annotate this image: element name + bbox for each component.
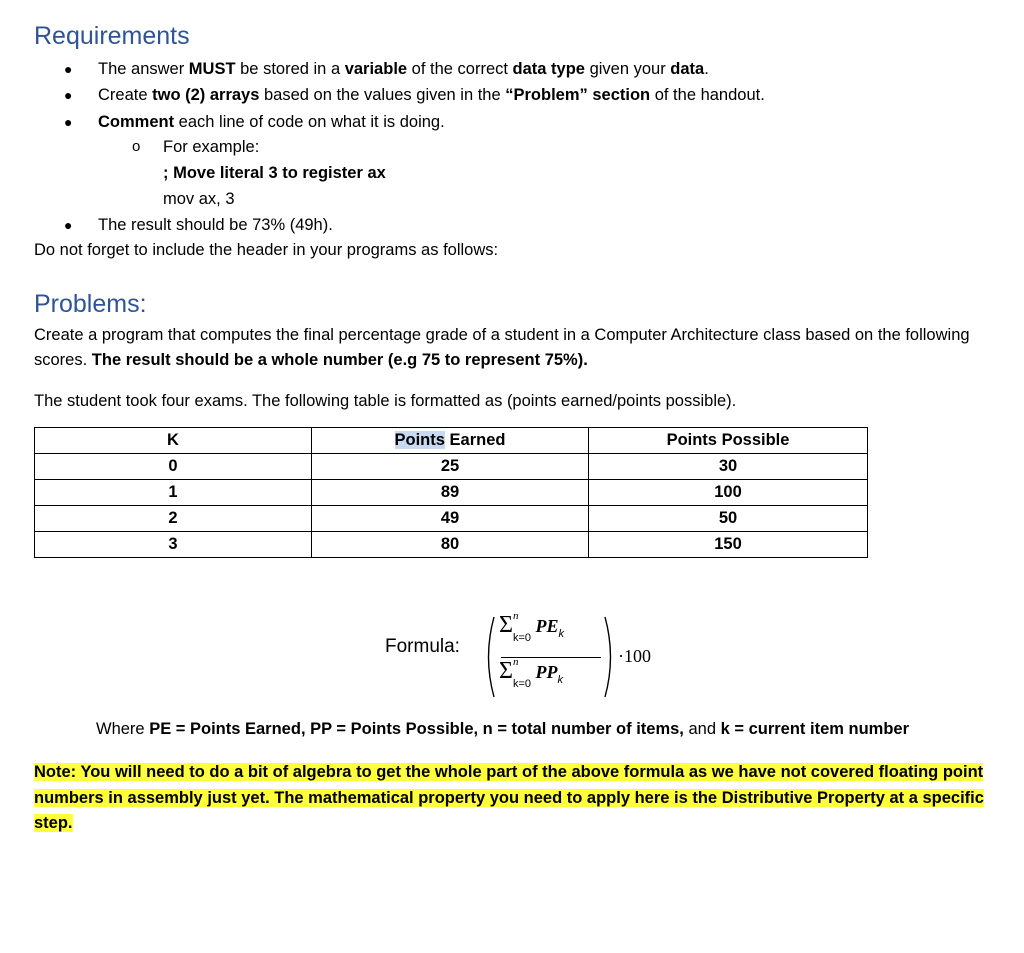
formula bbox=[385, 610, 651, 700]
table-row bbox=[35, 532, 868, 558]
circle-bullet-icon: o bbox=[132, 138, 141, 155]
cell-k: 1 bbox=[35, 480, 312, 506]
algebra-note: Note: You will need to do a bit of algebra to get the whole part of the above formula as we have not covered floating point numbers in assembly just yet. The mathematical property you need to apply here is the Distributive Property at a specific step. bbox=[34, 763, 984, 832]
example-comment: ; Move literal 3 to register ax bbox=[163, 164, 386, 182]
cell-earned: 80 bbox=[312, 532, 589, 558]
problem-intro: Create a program that computes the final percentage grade of a student in a Computer Architecture class based on the following scores. The result should be a whole number (e.g 75 to represent 75%). bbox=[34, 326, 970, 369]
bullet-icon: ● bbox=[64, 61, 73, 77]
formula-denominator: Σ n $_{k=0}$ $PP_k$ bbox=[499, 656, 564, 690]
bullet-icon: ● bbox=[64, 87, 73, 103]
cell-possible: 50 bbox=[589, 506, 868, 532]
table-caption: The student took four exams. The following table is formatted as (points earned/points possible). bbox=[34, 392, 737, 410]
header-k: K bbox=[35, 428, 312, 454]
header-points-possible: Points Possible bbox=[589, 428, 868, 454]
table-row bbox=[35, 480, 868, 506]
cell-earned: 89 bbox=[312, 480, 589, 506]
header-points-earned: Points Earned bbox=[312, 428, 589, 454]
result-bullet: The result should be 73% (49h). bbox=[98, 216, 333, 234]
cell-k: 0 bbox=[35, 454, 312, 480]
formula-label: Formula: bbox=[385, 636, 460, 657]
formula-numerator: Σ n $_{k=0}$ $PE_k$ bbox=[499, 610, 565, 644]
formula-multiplier: ·100 bbox=[618, 646, 651, 666]
requirement-item: The answer MUST be stored in a variable of the correct data type given your data. bbox=[98, 60, 709, 78]
left-paren-icon bbox=[482, 616, 496, 698]
scores-table bbox=[34, 427, 868, 558]
requirements-heading: Requirements bbox=[34, 22, 190, 50]
bullet-icon: ● bbox=[64, 217, 73, 233]
cell-earned: 25 bbox=[312, 454, 589, 480]
table-row bbox=[35, 454, 868, 480]
example-code: mov ax, 3 bbox=[163, 190, 235, 208]
table-header-row bbox=[35, 428, 868, 454]
cell-k: 2 bbox=[35, 506, 312, 532]
requirement-item: Comment each line of code on what it is doing. bbox=[98, 113, 445, 131]
right-paren-icon bbox=[603, 616, 617, 698]
cell-possible: 150 bbox=[589, 532, 868, 558]
table-row bbox=[35, 506, 868, 532]
cell-k: 3 bbox=[35, 532, 312, 558]
problems-heading: Problems: bbox=[34, 290, 147, 318]
header-note: Do not forget to include the header in your programs as follows: bbox=[34, 241, 499, 259]
sub-bullet-text: For example: bbox=[163, 138, 260, 156]
cell-earned: 49 bbox=[312, 506, 589, 532]
cell-possible: 100 bbox=[589, 480, 868, 506]
requirement-item: Create two (2) arrays based on the values given in the “Problem” section of the handout. bbox=[98, 86, 765, 104]
bullet-icon: ● bbox=[64, 114, 73, 130]
formula-legend: Where PE = Points Earned, PP = Points Possible, n = total number of items, and k = current item number bbox=[96, 720, 910, 738]
cell-possible: 30 bbox=[589, 454, 868, 480]
